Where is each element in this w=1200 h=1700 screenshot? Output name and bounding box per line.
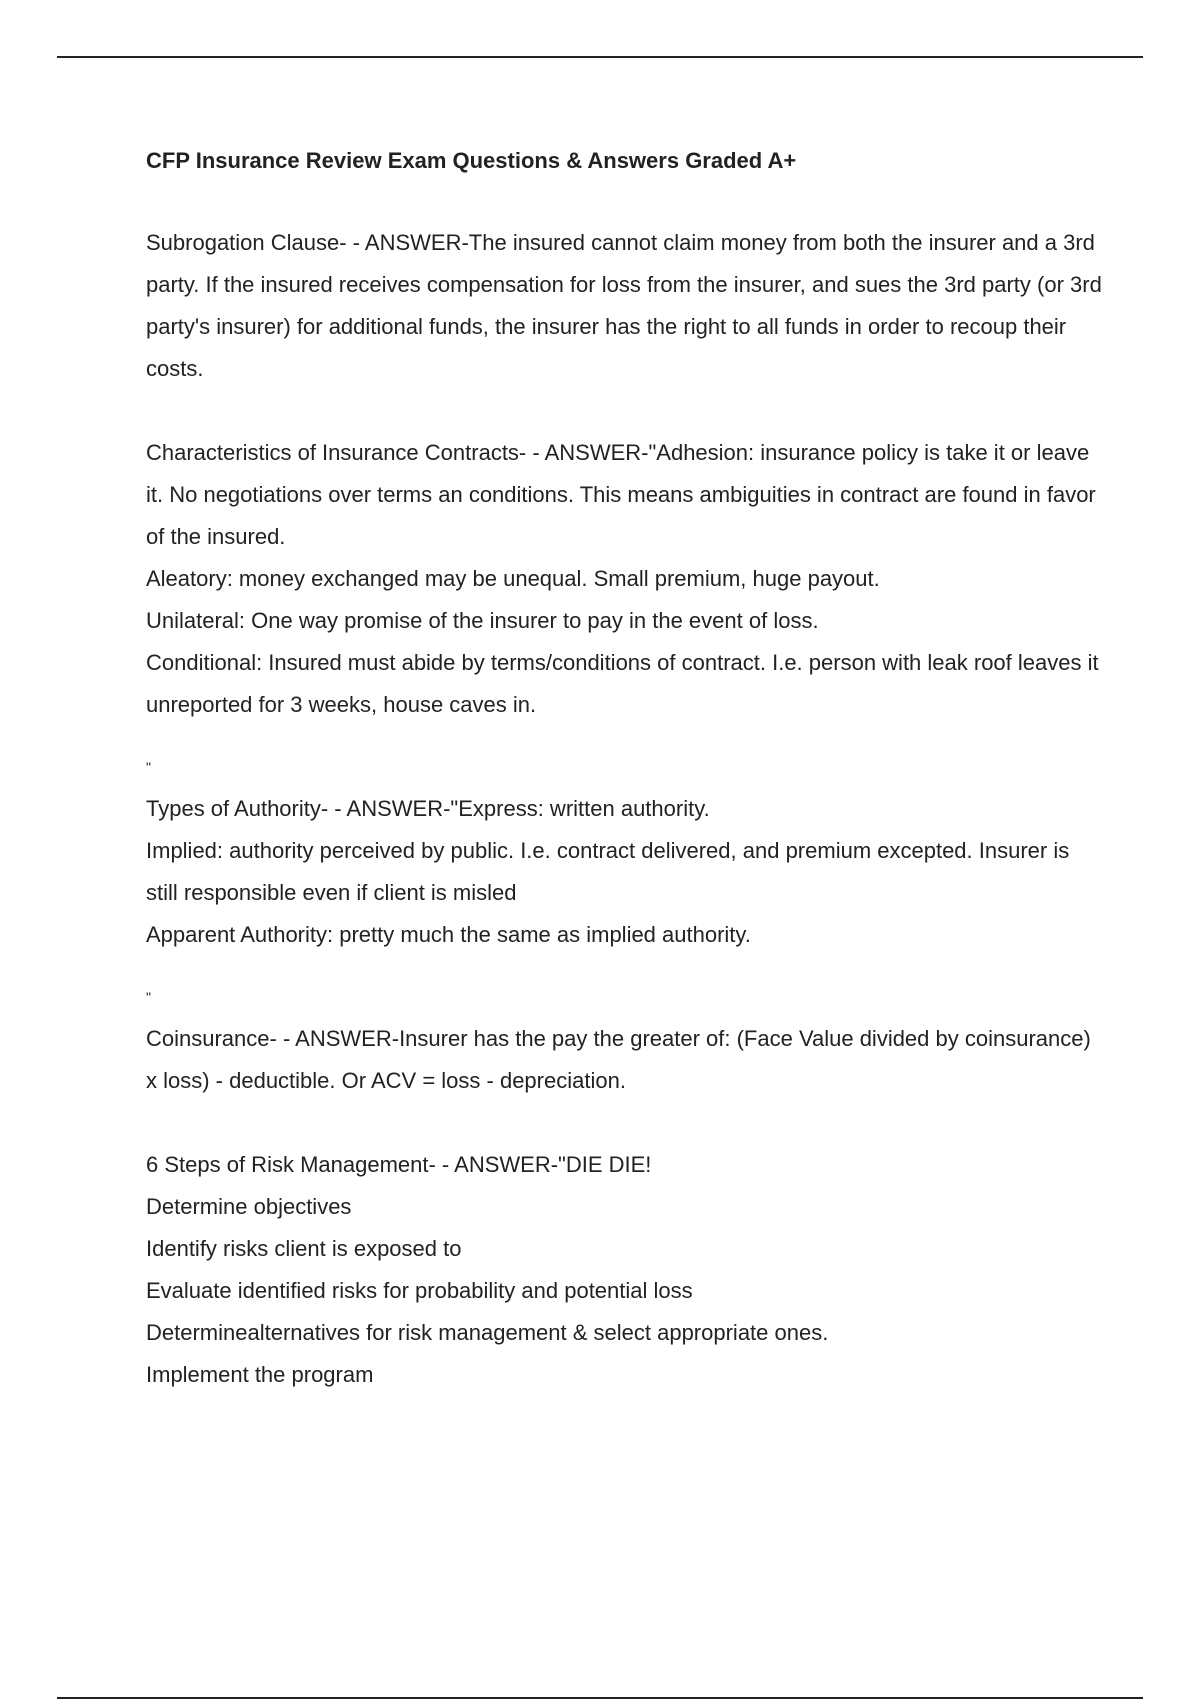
document-title: CFP Insurance Review Exam Questions & Answers Graded A+ [146, 148, 797, 173]
footer-rule [57, 1697, 1143, 1699]
qa-text: Evaluate identified risks for probability and potential loss [146, 1278, 693, 1303]
qa-text: Aleatory: money exchanged may be unequal. Small premium, huge payout. [146, 566, 880, 591]
closing-quote: " [146, 989, 151, 1005]
qa-text: Unilateral: One way promise of the insurer to pay in the event of loss. [146, 608, 819, 633]
qa-text: Determine objectives [146, 1194, 352, 1219]
qa-text: Characteristics of Insurance Contracts- - ANSWER-"Adhesion: insurance policy is take it or leave it. No negotiations over terms an conditions. This means ambiguities in contract are found in favor of the insured. [146, 440, 1096, 549]
closing-quote: " [146, 759, 151, 775]
qa-item-subrogation [146, 222, 1106, 390]
qa-text: Coinsurance- - ANSWER-Insurer has the pay the greater of: (Face Value divided by coinsurance) x loss) - deductible. Or ACV = loss - depreciation. [146, 1026, 1091, 1093]
qa-text: Types of Authority- - ANSWER-"Express: written authority. [146, 796, 710, 821]
qa-item-contract-characteristics [146, 432, 1106, 788]
qa-text: 6 Steps of Risk Management- - ANSWER-"DIE DIE! [146, 1152, 652, 1177]
qa-item-authority [146, 788, 1106, 1018]
qa-text: Conditional: Insured must abide by terms/conditions of contract. I.e. person with leak roof leaves it unreported for 3 weeks, house caves in. [146, 650, 1099, 717]
qa-item-coinsurance [146, 1018, 1106, 1102]
qa-text: Determinealternatives for risk management & select appropriate ones. [146, 1320, 829, 1345]
qa-text: Implement the program [146, 1362, 374, 1387]
qa-text: Implied: authority perceived by public. I.e. contract delivered, and premium excepted. Insurer is still responsible even if client is misled [146, 838, 1070, 905]
qa-text: Apparent Authority: pretty much the same as implied authority. [146, 922, 751, 947]
header-rule [57, 56, 1143, 58]
document-body [146, 140, 1106, 1438]
qa-text: Identify risks client is exposed to [146, 1236, 462, 1261]
qa-text: Subrogation Clause- - ANSWER-The insured cannot claim money from both the insurer and a 3rd party. If the insured receives compensation for loss from the insurer, and sues the 3rd party (or 3rd party's insurer) for additional funds, the insurer has the right to all funds in order to recoup their costs. [146, 230, 1102, 381]
qa-item-risk-management [146, 1144, 1106, 1396]
